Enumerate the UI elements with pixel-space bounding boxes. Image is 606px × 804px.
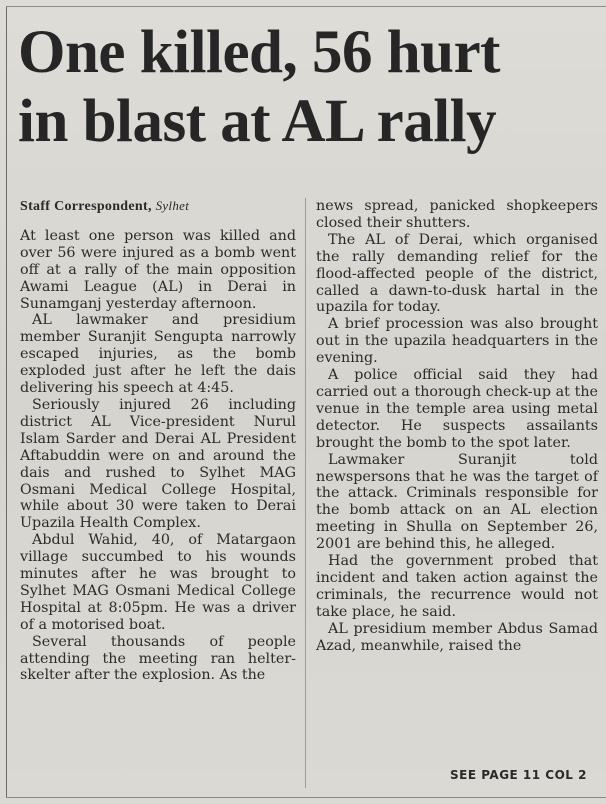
paragraph: A police official said they had carried out a thorough check-up at the venue in the temple area using metal detector. He suspects assailants brought the bomb to the spot later. [316,367,598,451]
headline [18,18,604,156]
paragraph: Lawmaker Suranjit told newspersons that he was the target of the attack. Criminals responsible for the bomb attack on an AL election meeting in Shulla on September 26, 2001 are behind this, he alleged. [316,451,598,553]
headline-line-1: One killed, 56 hurt [18,19,500,86]
paragraph: Seriously injured 26 including district AL Vice-president Nurul Islam Sarder and Derai AL President Aftabuddin were on and around the dais and rushed to Sylhet MAG Osmani Medical College Hospital, while about 30 were taken to Derai Upazila Health Complex. [20,396,296,532]
paragraph: At least one person was killed and over 56 were injured as a bomb went off at a rally of the main opposition Awami League (AL) in Derai in Sunamganj yesterday afternoon. [20,227,296,312]
continued-jump-line: SEE PAGE 11 COL 2 [450,768,587,782]
paragraph: AL presidium member Abdus Samad Azad, meanwhile, raised the [316,620,598,654]
byline-author: Staff Correspondent, [20,199,152,214]
column-divider [305,198,306,788]
paragraph: news spread, panicked shopkeepers closed their shutters. [316,198,598,231]
paragraph: Had the government probed that incident and taken action against the criminals, the recurrence would not take place, he said. [316,553,598,620]
clip-border-top [6,6,606,7]
paragraph: A brief procession was also brought out in the upazila headquarters in the evening. [316,316,598,367]
clip-border-bottom [6,797,606,798]
article-column-right [316,198,598,654]
paragraph: AL lawmaker and presidium member Suranjit Sengupta narrowly escaped injuries, as the bomb exploded just after he left the dais delivering his speech at 4:45. [20,312,296,397]
clip-border-left [6,6,7,798]
headline-line-2: in blast at AL rally [18,88,497,155]
paragraph: Abdul Wahid, 40, of Matargaon village succumbed to his wounds minutes after he was brought to Sylhet MAG Osmani Medical College Hospital at 8:05pm. He was a driver of a motorised boat. [20,532,296,633]
paragraph: The AL of Derai, which organised the rally demanding relief for the flood-affected people of the district, called a dawn-to-dusk hartal in the upazila for today. [316,231,598,316]
byline-city: Sylhet [155,198,190,213]
article-column-left [20,198,296,684]
byline [20,198,296,216]
paragraph: Several thousands of people attending the meeting ran helter-skelter after the explosion. As the [20,633,296,684]
